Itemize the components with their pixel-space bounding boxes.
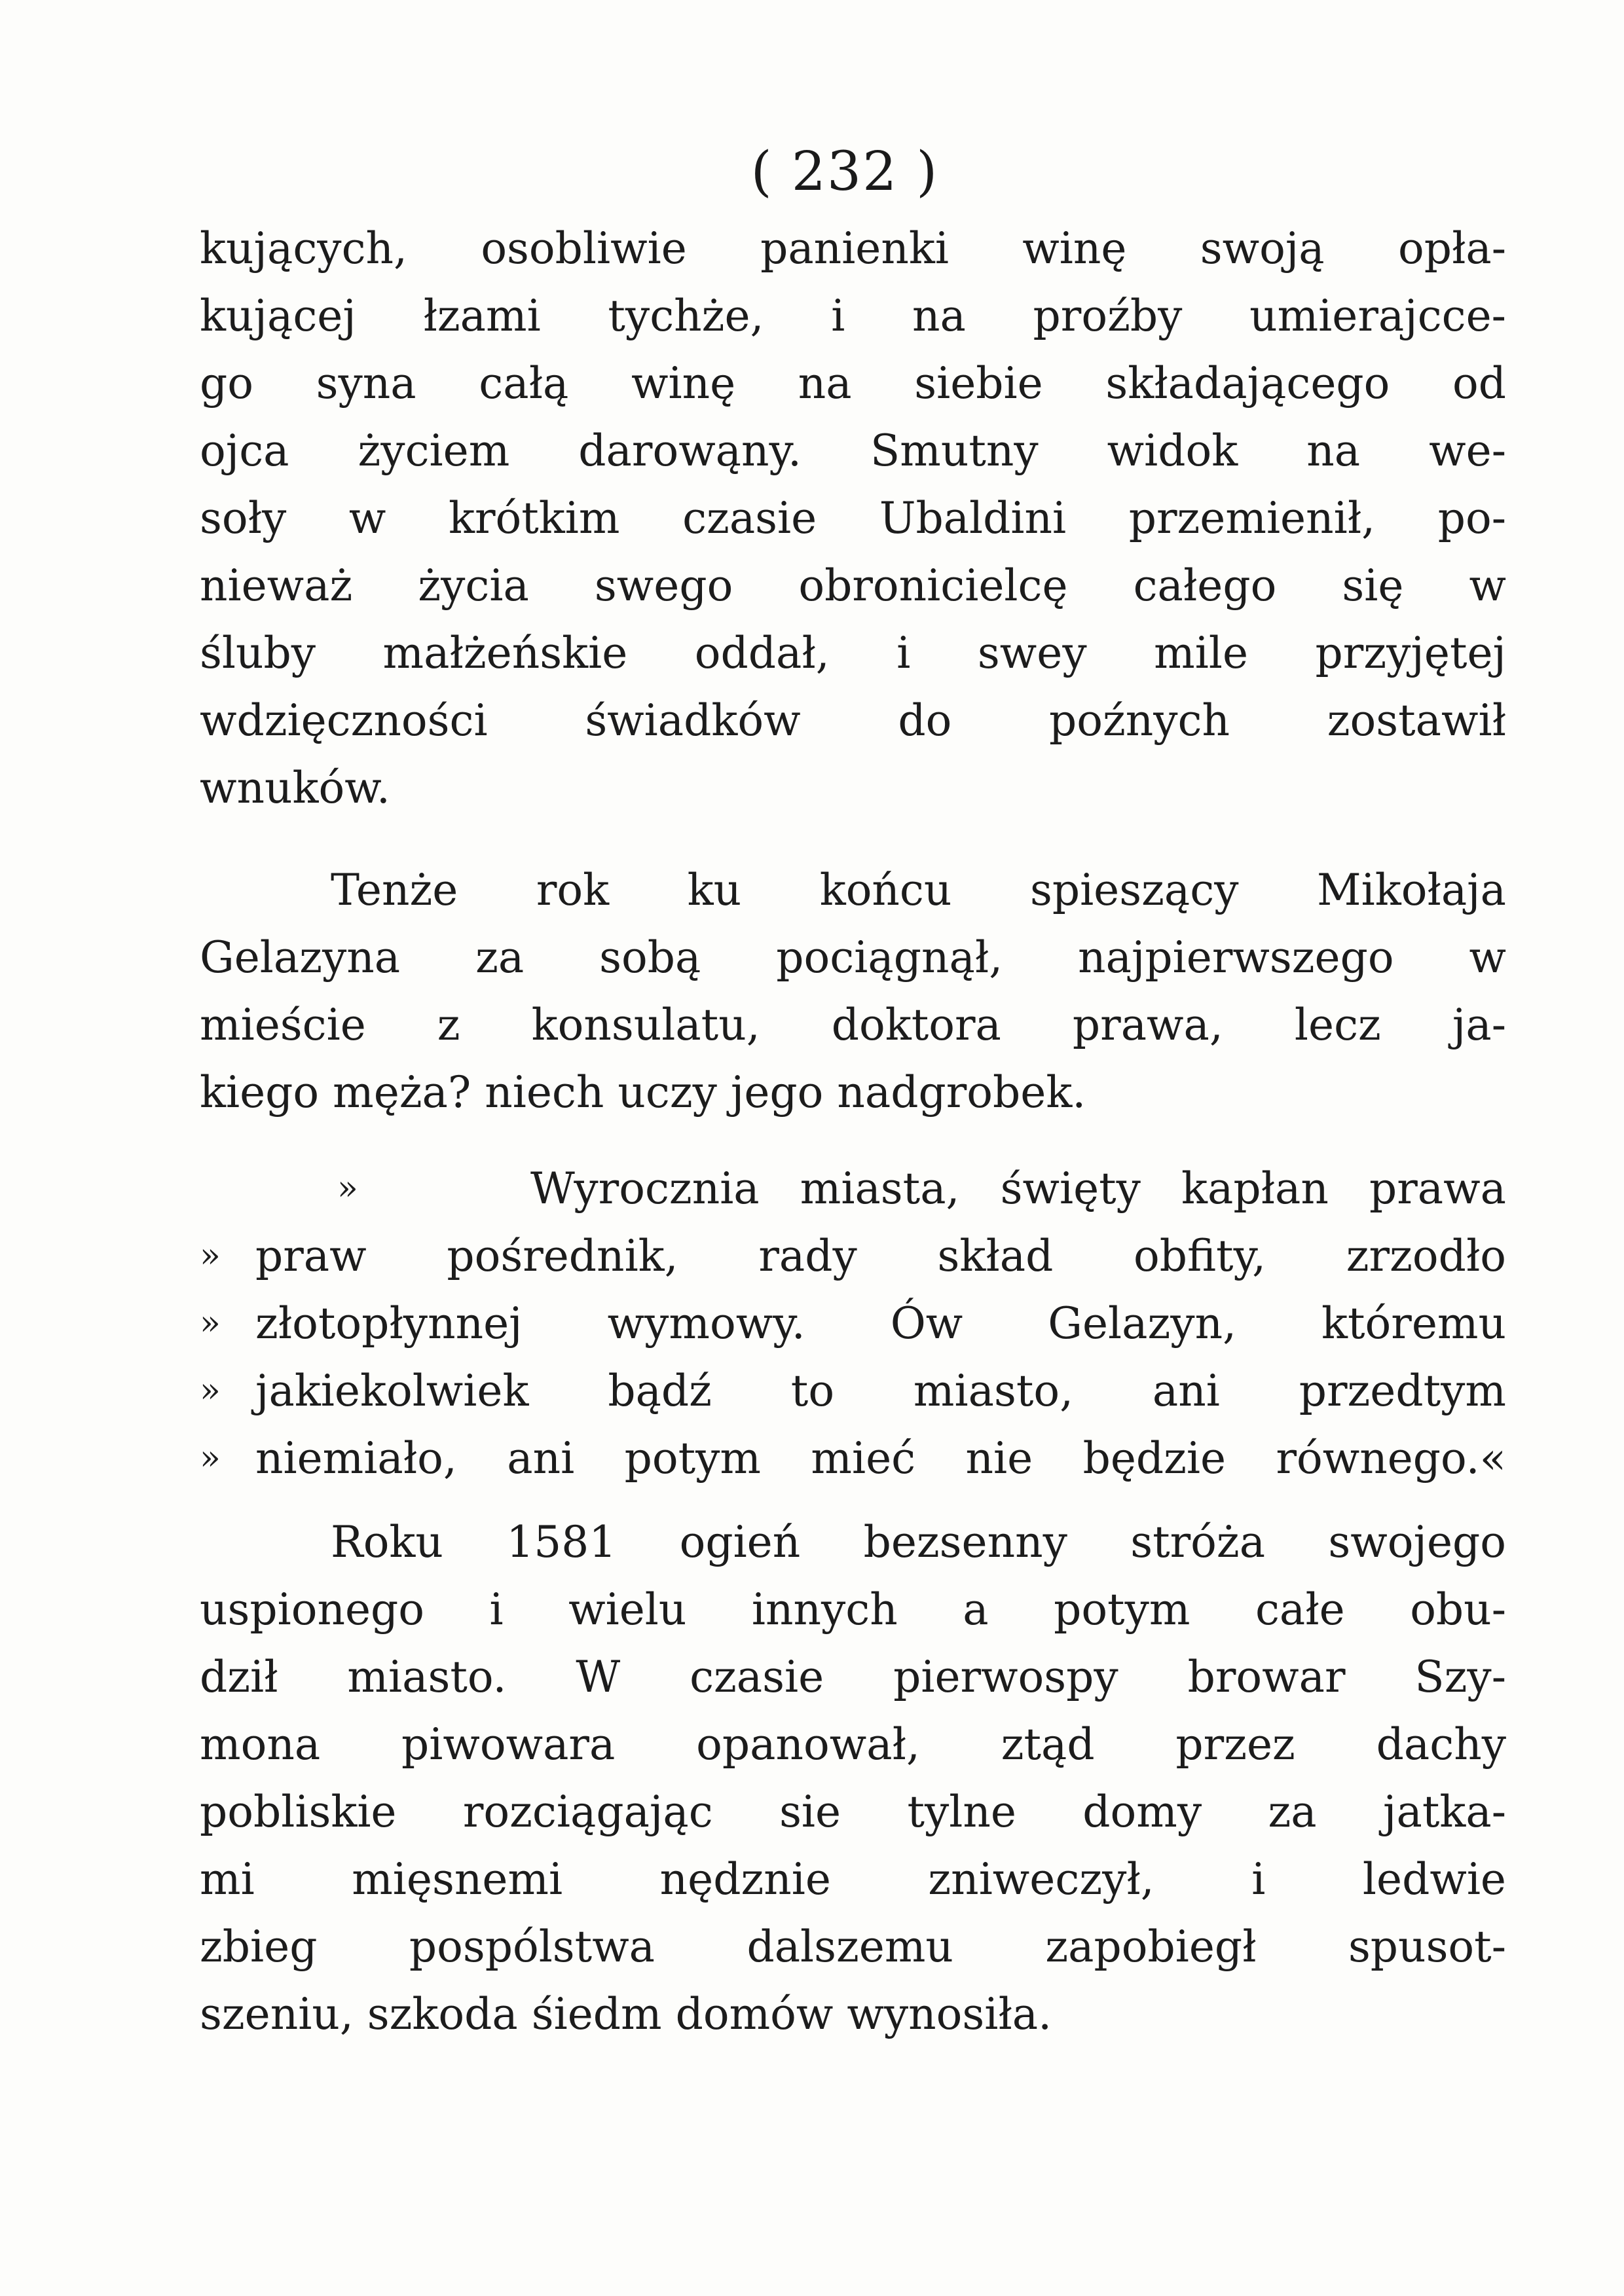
text-line: mona piwowara opanował, ztąd przez dachy <box>200 1719 1506 1770</box>
text-line: soły w krótkim czasie Ubaldini przemienił, po- <box>200 493 1506 543</box>
text-line: uspionego i wielu innych a potym całe obu- <box>200 1584 1506 1635</box>
text-line: Gelazyna za sobą pociągnął, najpierwszego w <box>200 932 1506 983</box>
text-line: pobliskie rozciągając sie tylne domy za jatka- <box>200 1787 1506 1837</box>
text-line: nieważ życia swego obronicielcę całego się w <box>200 560 1506 611</box>
text-line: ojca życiem darowąny. Smutny widok na we- <box>200 426 1506 476</box>
page-number: ( 232 ) <box>750 141 939 203</box>
quote-line <box>200 1290 1506 1357</box>
quote-line <box>200 1155 1506 1222</box>
text-line: zbieg pospólstwa dalszemu zapobiegł spusot- <box>200 1922 1506 1972</box>
text-line: wdzięczności świadków do poźnych zostawił <box>200 695 1506 746</box>
text-line: Roku 1581 ogień bezsenny stróża swojego <box>331 1517 1506 1567</box>
quote-line <box>200 1425 1506 1492</box>
text-line: mieście z konsulatu, doktora prawa, lecz ja- <box>200 1000 1506 1050</box>
text-line: kiego męża? niech uczy jego nadgrobek. <box>200 1067 1086 1118</box>
quote-line <box>200 1357 1506 1425</box>
paragraph-continuation <box>200 215 1506 822</box>
quote-text: jakiekolwiek bądź to miasto, ani przedtym <box>255 1366 1506 1416</box>
epitaph-quote <box>200 1155 1506 1492</box>
quote-mark: » <box>200 1371 221 1410</box>
text-line: dził miasto. W czasie pierwospy browar Szy- <box>200 1652 1506 1702</box>
quote-text: praw pośrednik, rady skład obfity, zrzodło <box>255 1231 1506 1281</box>
text-line: szeniu, szkoda śiedm domów wynosiła. <box>200 1989 1052 2039</box>
text-line: go syna całą winę na siebie składającego od <box>200 358 1506 409</box>
quote-mark: » <box>200 1438 221 1478</box>
paragraph-gelazyn <box>200 856 1506 1126</box>
text-line: mi mięsnemi nędznie zniweczył, i ledwie <box>200 1854 1506 1904</box>
quote-mark: » <box>200 1303 221 1343</box>
quote-text: Wyrocznia miasta, święty kapłan prawa <box>530 1163 1506 1214</box>
quote-text: złotopłynnej wymowy. Ów Gelazyn, któremu <box>255 1298 1506 1349</box>
quote-mark: » <box>200 1236 221 1275</box>
text-line: kującej łzami tychże, i na proźby umierajcce- <box>200 291 1506 341</box>
quote-mark: » <box>337 1169 358 1208</box>
quote-line <box>200 1222 1506 1290</box>
text-line: Tenże rok ku końcu spieszący Mikołaja <box>331 865 1506 915</box>
text-line: kujących, osobliwie panienki winę swoją opła- <box>200 223 1506 274</box>
quote-text: niemiało, ani potym mieć nie będzie równego.« <box>255 1433 1506 1484</box>
text-line: śluby małżeńskie oddał, i swey mile przyjętej <box>200 628 1506 678</box>
paragraph-fire-1581 <box>200 1508 1506 2048</box>
text-line: wnuków. <box>200 763 390 813</box>
